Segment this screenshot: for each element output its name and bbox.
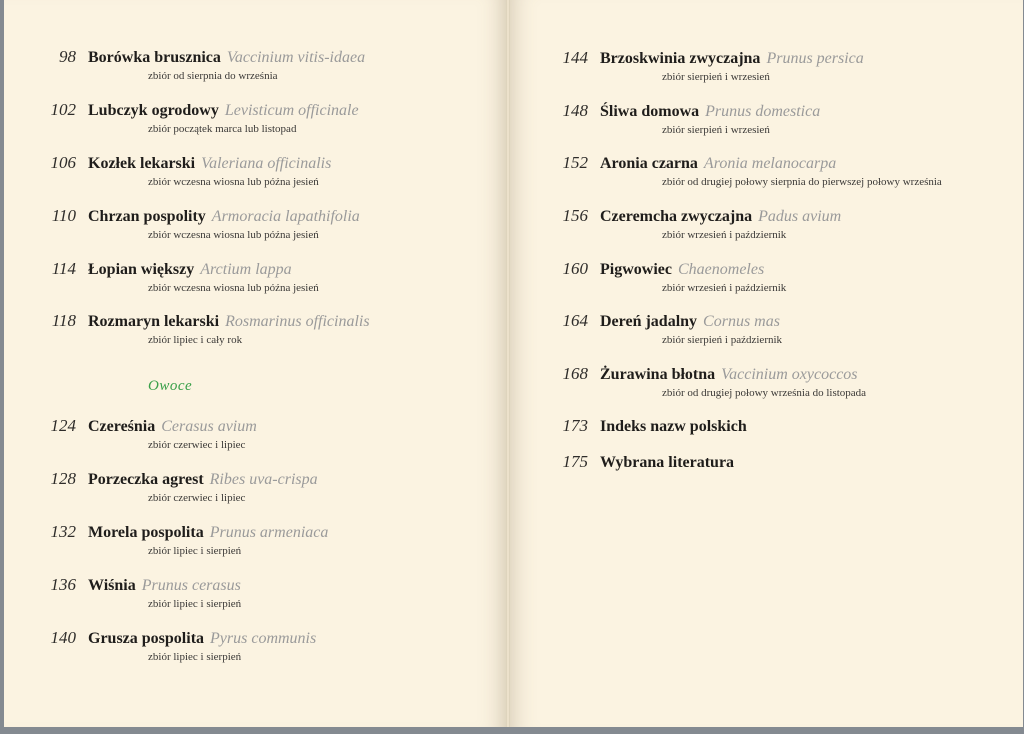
plant-name: Kozłek lekarski: [88, 155, 196, 172]
latin-name: Prunus persica: [766, 50, 864, 67]
harvest-note: zbiór od drugiej połowy września do listopada: [662, 387, 867, 399]
plant-name: Brzoskwinia zwyczajna: [600, 50, 761, 67]
toc-entry[interactable]: [548, 452, 734, 474]
plant-name: Czereśnia: [88, 418, 156, 435]
toc-entry[interactable]: [36, 153, 331, 189]
toc-entry[interactable]: [36, 311, 370, 347]
page-number: 98: [59, 47, 76, 66]
harvest-note: zbiór lipiec i cały rok: [148, 334, 243, 346]
page-number: 136: [50, 575, 76, 594]
section-title: Wybrana literatura: [600, 454, 735, 471]
toc-entry[interactable]: [36, 575, 241, 611]
latin-name: Vaccinium vitis-idaea: [226, 49, 366, 66]
latin-name: Valeriana officinalis: [201, 155, 332, 172]
latin-name: Cerasus avium: [161, 418, 257, 435]
latin-name: Rosmarinus officinalis: [225, 313, 370, 330]
harvest-note: zbiór wczesna wiosna lub późna jesień: [148, 176, 319, 188]
toc-entry[interactable]: [36, 47, 365, 83]
toc-entry[interactable]: [36, 628, 316, 664]
latin-name: Armoracia lapathifolia: [211, 208, 360, 225]
plant-name: Śliwa domowa: [600, 103, 700, 120]
harvest-note: zbiór czerwiec i lipiec: [148, 492, 246, 504]
page-number: 128: [50, 469, 76, 488]
page-number: 110: [51, 206, 76, 225]
section-title: Indeks nazw polskich: [600, 418, 747, 435]
page-number: 160: [562, 259, 588, 278]
plant-name: Łopian większy: [88, 261, 195, 278]
page-number: 114: [51, 259, 76, 278]
harvest-note: zbiór od drugiej połowy sierpnia do pierwszej połowy września: [662, 176, 942, 188]
plant-name: Aronia czarna: [600, 155, 698, 172]
latin-name: Aronia melanocarpa: [703, 155, 837, 172]
page-number: 164: [562, 311, 588, 330]
plant-name: Grusza pospolita: [88, 630, 205, 647]
page-number: 168: [562, 364, 588, 383]
toc-entry[interactable]: [36, 522, 328, 558]
toc-entry[interactable]: [548, 259, 786, 295]
harvest-note: zbiór sierpień i wrzesień: [662, 71, 770, 83]
page-number: 148: [562, 101, 588, 120]
latin-name: Prunus armeniaca: [209, 524, 329, 541]
plant-name: Dereń jadalny: [600, 313, 698, 330]
page-number: 175: [562, 452, 588, 471]
toc-entry[interactable]: [548, 101, 820, 137]
plant-name: Pigwowiec: [600, 261, 672, 278]
toc-entry[interactable]: [548, 48, 864, 84]
harvest-note: zbiór sierpień i październik: [662, 334, 783, 346]
plant-name: Porzeczka agrest: [88, 471, 204, 488]
harvest-note: zbiór początek marca lub listopad: [148, 123, 297, 135]
harvest-note: zbiór czerwiec i lipiec: [148, 439, 246, 451]
harvest-note: zbiór lipiec i sierpień: [148, 651, 242, 663]
latin-name: Vaccinium oxycoccos: [721, 366, 858, 383]
plant-name: Morela pospolita: [88, 524, 204, 541]
latin-name: Cornus mas: [703, 313, 780, 330]
toc-entry[interactable]: [36, 100, 359, 136]
plant-name: Borówka brusznica: [88, 49, 221, 66]
harvest-note: zbiór wrzesień i październik: [662, 282, 787, 294]
latin-name: Chaenomeles: [677, 261, 765, 278]
plant-name: Wiśnia: [88, 577, 136, 594]
page-number: 132: [50, 522, 76, 541]
plant-name: Rozmaryn lekarski: [88, 313, 220, 330]
toc-entry[interactable]: [548, 416, 747, 438]
section-heading: Owoce: [148, 378, 193, 394]
plant-name: Lubczyk ogrodowy: [88, 102, 219, 119]
page-number: 144: [562, 48, 588, 67]
latin-name: Prunus domestica: [705, 103, 821, 120]
page-number: 140: [50, 628, 76, 647]
plant-name: Żurawina błotna: [600, 366, 716, 383]
book-gutter: [506, 0, 510, 727]
harvest-note: zbiór od sierpnia do września: [148, 70, 278, 82]
harvest-note: zbiór lipiec i sierpień: [148, 545, 242, 557]
toc-entry[interactable]: [548, 364, 866, 400]
page-number: 106: [50, 153, 76, 172]
latin-name: Arctium lappa: [200, 261, 292, 278]
harvest-note: zbiór lipiec i sierpień: [148, 598, 242, 610]
page-number: 124: [50, 416, 76, 435]
harvest-note: zbiór wczesna wiosna lub późna jesień: [148, 282, 319, 294]
page-number: 156: [562, 206, 588, 225]
harvest-note: zbiór wrzesień i październik: [662, 229, 787, 241]
latin-name: Pyrus communis: [210, 630, 317, 647]
toc-entry[interactable]: [548, 311, 782, 347]
latin-name: Ribes uva-crispa: [209, 471, 318, 488]
page-number: 152: [562, 153, 588, 172]
toc-entry[interactable]: [548, 206, 841, 242]
latin-name: Prunus cerasus: [141, 577, 241, 594]
page-number: 102: [50, 100, 76, 119]
page-number: 118: [51, 311, 76, 330]
latin-name: Padus avium: [758, 208, 842, 225]
page-number: 173: [562, 416, 588, 435]
toc-entry[interactable]: [548, 153, 942, 189]
toc-entry[interactable]: [36, 206, 360, 242]
plant-name: Czeremcha zwyczajna: [600, 208, 753, 225]
latin-name: Levisticum officinale: [224, 102, 359, 119]
harvest-note: zbiór sierpień i wrzesień: [662, 124, 770, 136]
toc-entry[interactable]: [36, 416, 257, 452]
plant-name: Chrzan pospolity: [88, 208, 206, 225]
toc-entry[interactable]: [36, 469, 318, 505]
toc-entry[interactable]: [36, 259, 319, 295]
harvest-note: zbiór wczesna wiosna lub późna jesień: [148, 229, 319, 241]
